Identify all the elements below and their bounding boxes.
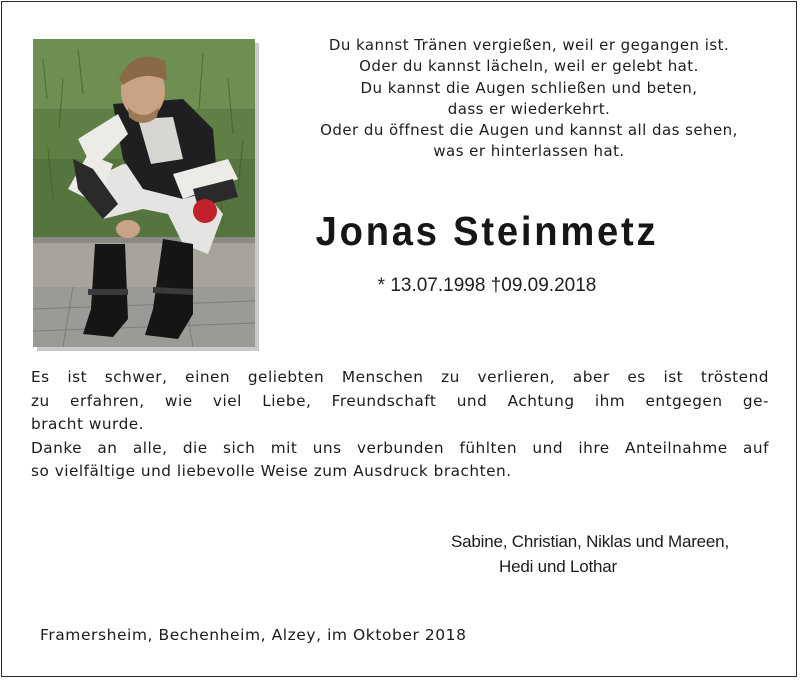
poem-line: Du kannst die Augen schließen und beten, <box>360 78 698 97</box>
thanks-text <box>31 366 769 484</box>
life-dates: * 13.07.1998 †09.09.2018 <box>377 275 597 296</box>
thanks-line: so vielfältige und liebevolle Weise zum Ausdruck brachten. <box>31 462 512 480</box>
poem-line: Oder du kannst lächeln, weil er gelebt hat. <box>359 57 699 76</box>
poem-line: dass er wiederkehrt. <box>447 99 611 118</box>
deceased-name: Jonas Steinmetz <box>315 208 659 254</box>
poem-line: Du kannst Tränen vergießen, weil er gegangen ist. <box>328 36 730 54</box>
thanks-line: Es ist schwer, einen geliebten Menschen zu verlieren, aber es ist tröstend <box>31 368 769 386</box>
poem-line: Oder du öffnest die Augen und kannst all das sehen, <box>320 121 738 140</box>
thanks-line: bracht wurde. <box>31 415 145 433</box>
poem <box>264 35 794 163</box>
portrait-photo <box>33 39 255 347</box>
signature-line: Sabine, Christian, Niklas und Mareen, <box>451 532 729 551</box>
signature-line: Hedi und Lothar <box>499 557 617 576</box>
place-date: Framersheim, Bechenheim, Alzey, im Oktober 2018 <box>40 626 467 644</box>
poem-line: was er hinterlassen hat. <box>433 142 625 161</box>
thanks-line: Danke an alle, die sich mit uns verbunden fühlten und ihre Anteilnahme auf <box>31 438 769 457</box>
obituary-notice <box>1 1 797 677</box>
thanks-line: zu erfahren, wie viel Liebe, Freundschaft und Achtung ihm entgegen ge- <box>31 391 769 410</box>
